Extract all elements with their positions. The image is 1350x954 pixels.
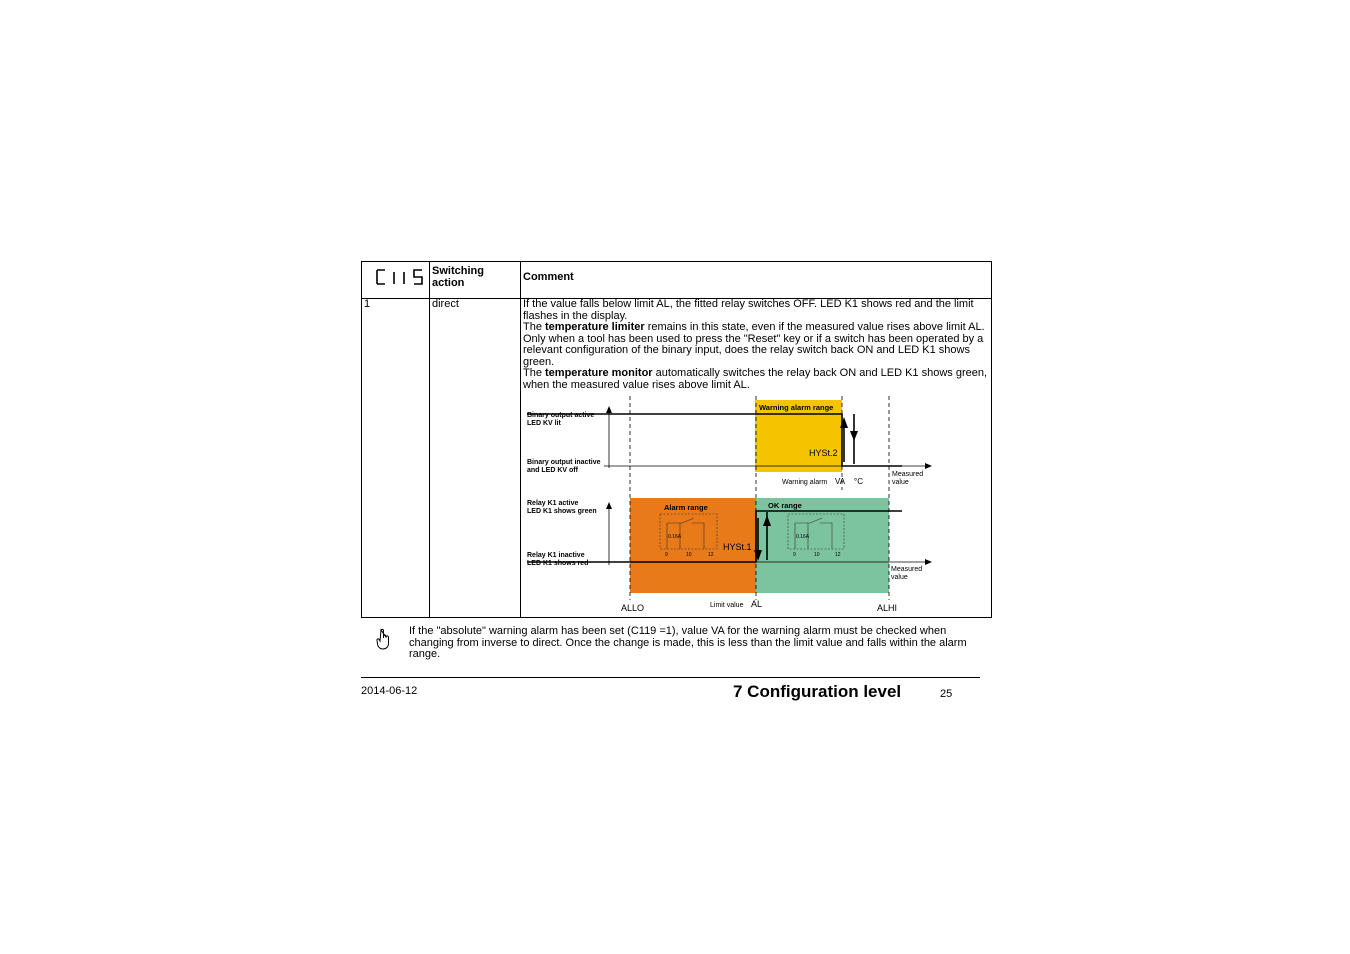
warning-range-label: Warning alarm range [759,403,834,412]
svg-text:LED K1 shows red: LED K1 shows red [527,560,589,567]
footnote-text: If the "absolute" warning alarm has been set (C119 =1), value VA for the warning alarm must be checked when changing from inverse to direct. Once the change is made, this is less than the limit value and falls within the alarm range. [409,625,967,660]
unit-label: °C [854,477,863,486]
row-action: direct [432,298,459,310]
top-active-label: Binary output active [527,412,595,419]
hyst1-label: HYSt.1 [723,542,752,552]
svg-text:and LED KV off: and LED KV off [527,467,578,474]
column-divider [520,262,521,617]
column-divider [429,262,430,617]
top-measured-label: Measured [892,471,924,478]
bottom-measured-label: Measured [891,566,923,573]
pointing-hand-icon [375,628,391,650]
svg-text:9: 9 [793,552,796,558]
bottom-inactive-label: Relay K1 inactive [527,552,585,559]
alhi-label: ALHI [877,603,898,613]
alarm-range-label: Alarm range [664,503,708,512]
limit-value-label: Limit value [710,602,744,609]
header-comment: Comment [523,271,574,283]
row-value: 1 [364,298,371,310]
relay-label-right: 0.16A [796,534,810,540]
svg-text:LED K1 shows green: LED K1 shows green [527,508,597,515]
footer-rule [361,677,980,678]
footer-date: 2014-06-12 [361,685,418,697]
va-label: VA [835,477,846,486]
comment-paragraph-3: The temperature monitor automatically switches the relay back ON and LED K1 shows green, when the measured value rises above limit AL. [523,367,988,391]
svg-text:9: 9 [665,552,668,558]
ok-range-label: OK range [768,501,802,510]
hyst2-label: HYSt.2 [809,448,838,458]
chapter-title: 7 Configuration level [733,682,902,701]
svg-text:value: value [891,574,908,581]
svg-text:Binary output inactive: Binary output inactive [527,459,601,466]
page-number: 25 [940,688,953,700]
header-switching-action: Switching action [432,265,484,289]
code-display-icon [374,268,426,286]
svg-text:LED KV lit: LED KV lit [527,420,561,427]
switching-diagram [522,390,972,616]
comment-paragraph-2: The temperature limiter remains in this state, even if the measured value rises above limit AL. Only when a tool has been used to press the "Reset" key or if a switch has been operated by a relevant configuration of the binary input, does the relay switch back ON and LED K1 shows green. [523,321,985,368]
row-comment [523,299,989,391]
relay-label-left: 0.16A [668,534,682,540]
allo-label: ALLO [621,603,645,613]
bottom-active-label: Relay K1 active [527,500,579,507]
configuration-table [361,261,992,618]
ok-range-region [756,498,889,593]
al-label: AL [751,599,763,609]
warning-alarm-label: Warning alarm [782,479,828,486]
comment-paragraph-1: If the value falls below limit AL, the fitted relay switches OFF. LED K1 shows red and the limit flashes in the display. [523,298,974,322]
svg-text:10: 10 [814,552,820,558]
svg-text:12: 12 [835,552,841,558]
svg-text:10: 10 [686,552,692,558]
svg-text:value: value [892,479,909,486]
svg-text:12: 12 [708,552,714,558]
